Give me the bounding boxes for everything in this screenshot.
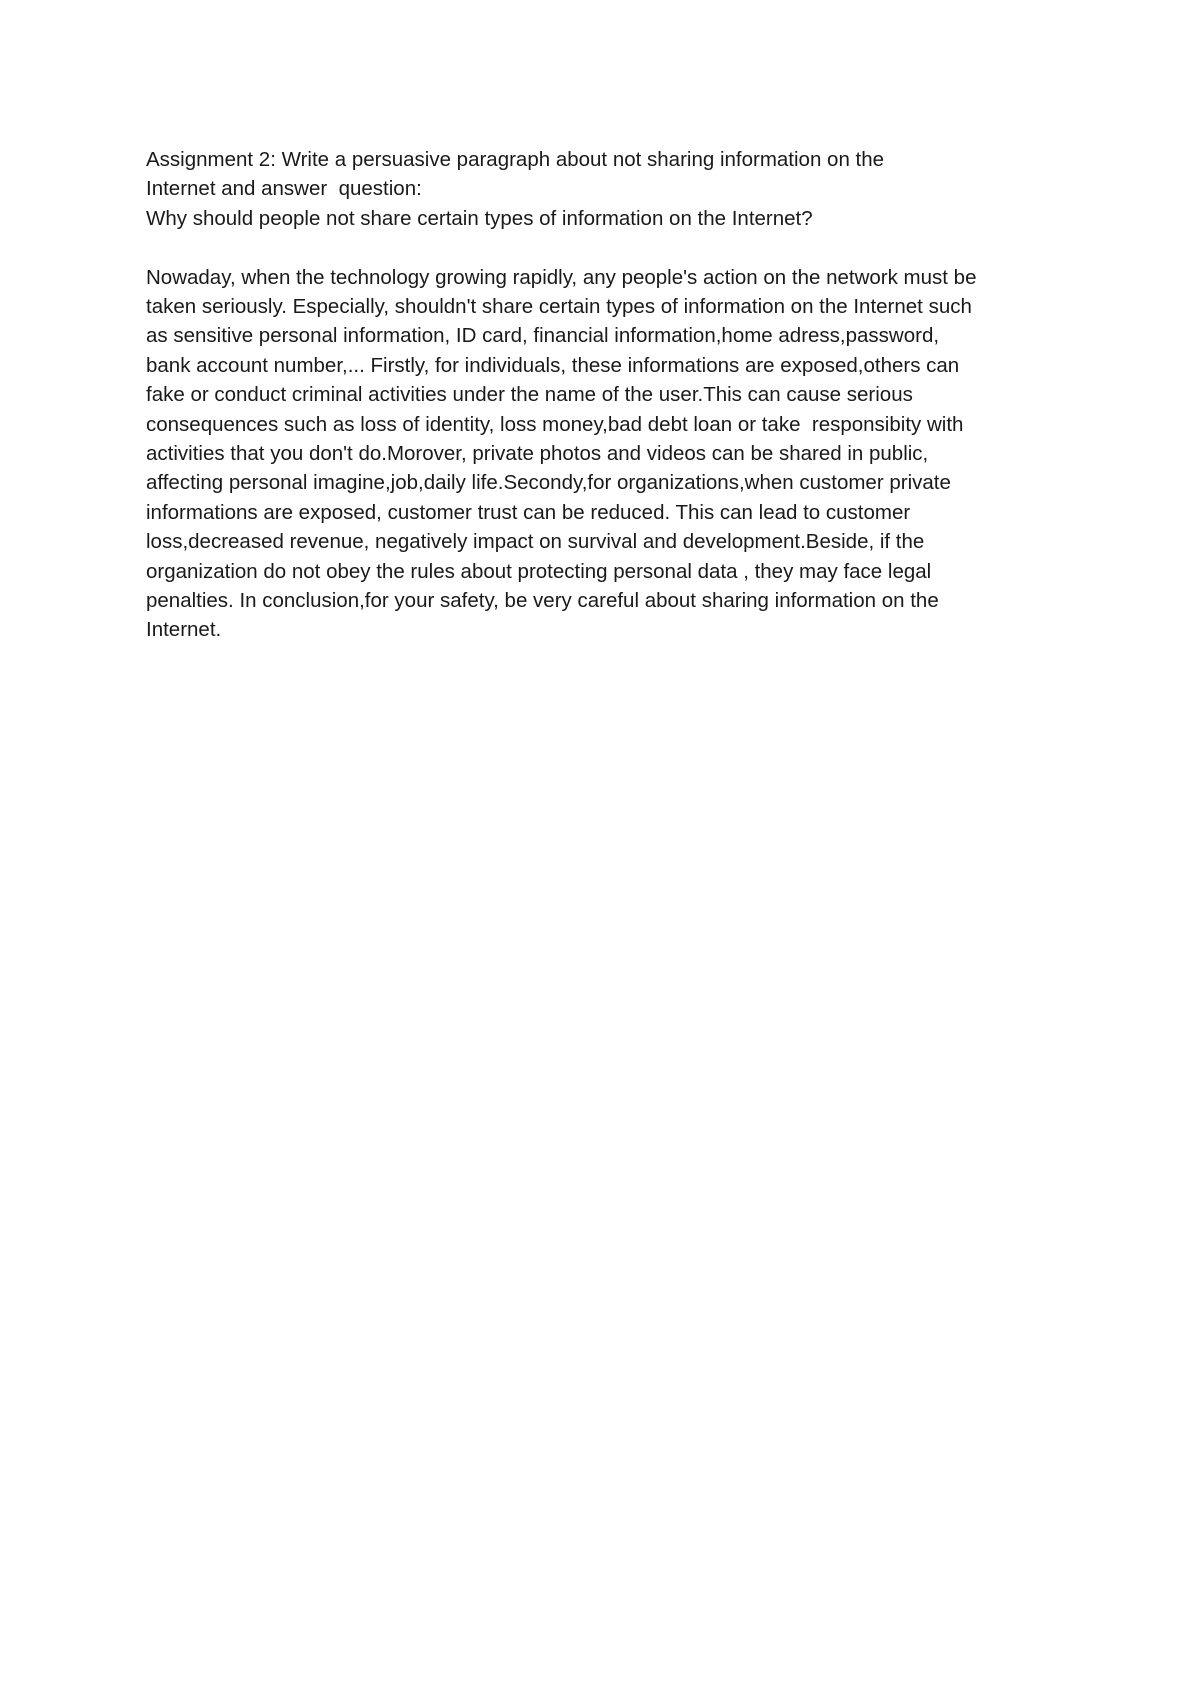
prompt-line: Assignment 2: Write a persuasive paragraph about not sharing information on the: [146, 148, 885, 171]
paragraph-line: fake or conduct criminal activities under the name of the user.This can cause serious: [146, 383, 913, 407]
paragraph-line: taken seriously. Especially, shouldn't share certain types of information on the Internet such: [146, 295, 972, 319]
question-line: Why should people not share certain types of information on the Internet?: [146, 206, 813, 230]
paragraph-line: loss,decreased revenue, negatively impact on survival and development.Beside, if the: [146, 530, 925, 554]
paragraph-line: organization do not obey the rules about protecting personal data , they may face legal: [146, 559, 932, 583]
document-body: [146, 145, 1076, 645]
paragraph-line: bank account number,... Firstly, for individuals, these informations are exposed,others can: [146, 353, 960, 377]
paragraph-line: as sensitive personal information, ID card, financial information,home adress,password,: [146, 324, 940, 348]
paragraph-line: activities that you don't do.Morover, private photos and videos can be shared in public,: [146, 442, 929, 466]
paragraph-line: consequences such as loss of identity, loss money,bad debt loan or take responsibity with: [146, 412, 964, 436]
paragraph-spacer: [146, 233, 1076, 262]
prompt-line: Internet and answer question:: [146, 177, 422, 201]
paragraph-line: affecting personal imagine,job,daily life.Secondy,for organizations,when customer private: [146, 471, 951, 495]
paragraph-line: Nowaday, when the technology growing rapidly, any people's action on the network must be: [146, 265, 977, 289]
paragraph-line: informations are exposed, customer trust can be reduced. This can lead to customer: [146, 500, 911, 524]
paragraph-line: penalties. In conclusion,for your safety, be very careful about sharing information on the: [146, 589, 939, 613]
paragraph-line: Internet.: [146, 618, 222, 642]
